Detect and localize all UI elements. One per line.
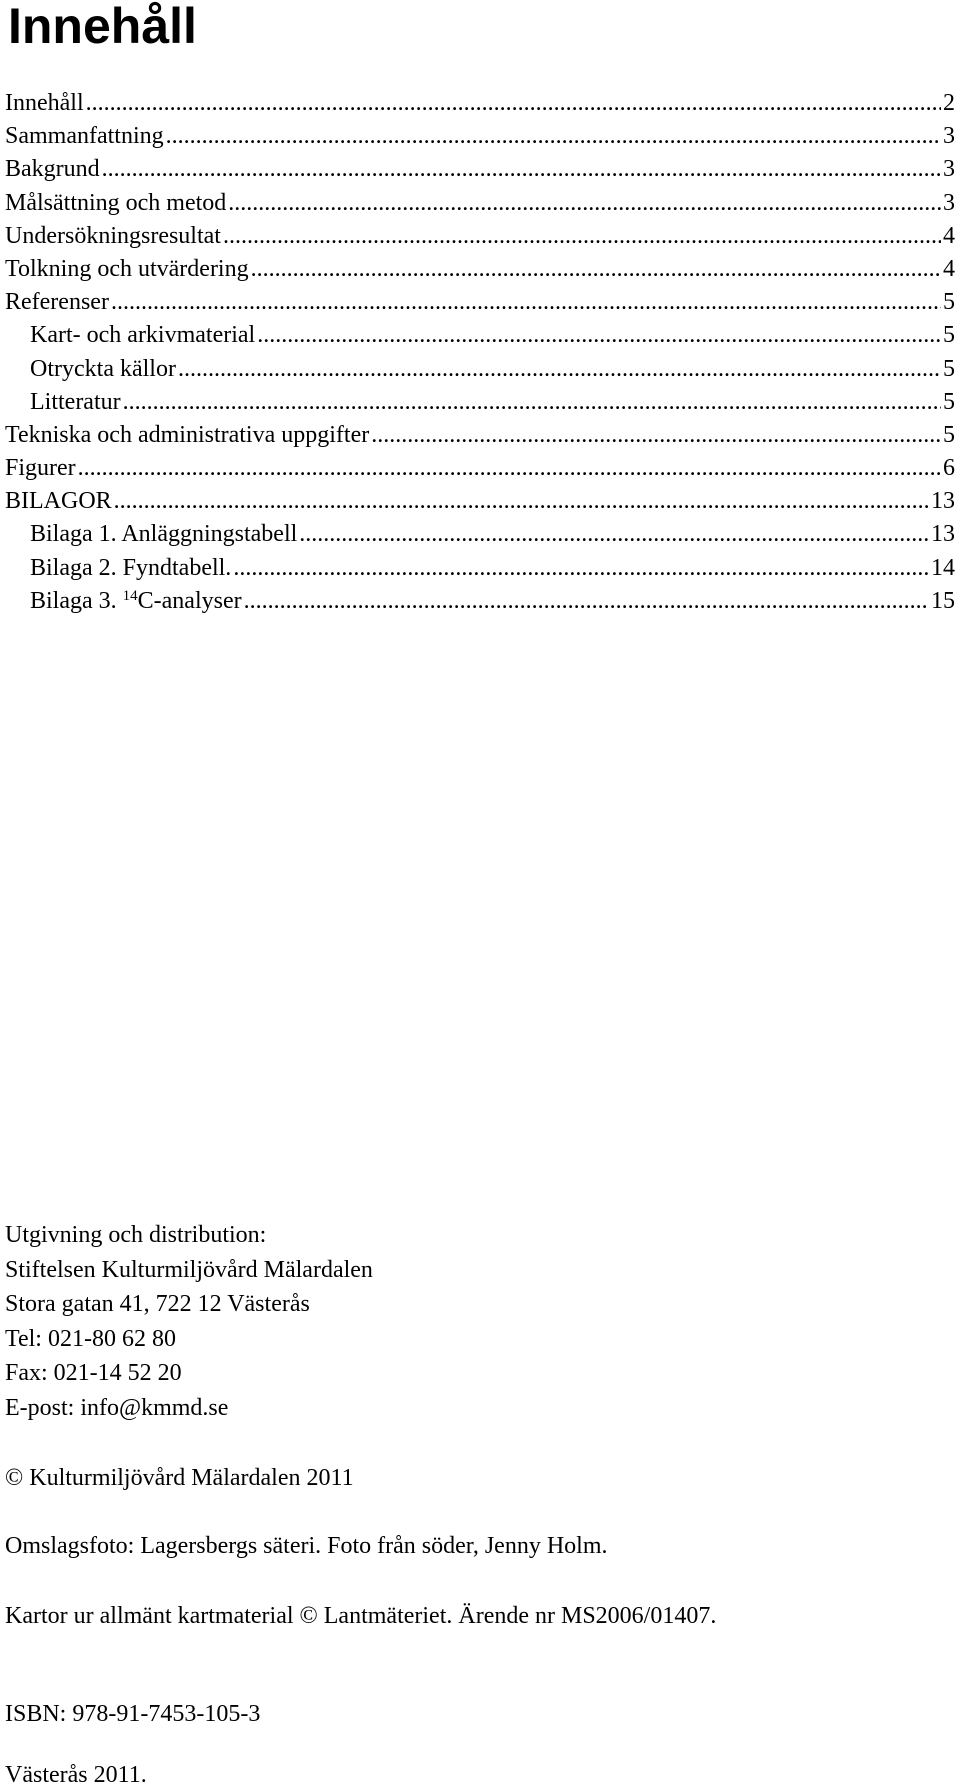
toc-subentry[interactable] [5, 555, 955, 588]
toc-entry-label: Figurer [5, 455, 76, 482]
toc-entry[interactable] [5, 289, 955, 322]
colophon [5, 1222, 955, 1788]
toc-entry-label: Tekniska och administrativa uppgifter [5, 421, 370, 448]
toc-entry-page: 5 [943, 421, 955, 448]
toc-leader-dots [257, 322, 941, 349]
toc-entry-page: 3 [943, 123, 955, 150]
cover-photo-credit: Omslagsfoto: Lagersbergs säteri. Foto från söder, Jenny Holm. [5, 1533, 608, 1559]
toc-entry-page: 6 [943, 455, 955, 482]
publisher-fax: Fax: 021-14 52 20 [5, 1360, 182, 1386]
toc-entry-page: 2 [943, 90, 955, 116]
toc-entry-page: 4 [943, 222, 955, 249]
publisher-email[interactable]: E-post: info@kmmd.se [5, 1394, 229, 1421]
toc-entry-page: 3 [943, 156, 955, 183]
toc-entry[interactable] [5, 422, 955, 455]
toc-leader-dots [111, 289, 941, 316]
toc-entry-label: Tolkning och utvärdering [5, 255, 249, 282]
toc-entry-page: 13 [931, 488, 955, 515]
toc-entry-label: Otryckta källor [30, 355, 176, 382]
toc-leader-dots [228, 190, 941, 217]
isotope-superscript: 14 [122, 587, 138, 604]
toc-leader-dots [86, 90, 941, 117]
page-title: Innehåll [8, 0, 197, 54]
toc-entry-page: 5 [943, 289, 955, 316]
publisher-phone: Tel: 021-80 62 80 [5, 1325, 176, 1352]
toc-entry[interactable] [5, 455, 955, 488]
toc-entry-page: 3 [943, 189, 955, 216]
toc-entry-label: Bilaga 2. Fyndtabell. [30, 554, 232, 581]
toc-entry-page: 5 [943, 322, 955, 349]
place-year: Västerås 2011. [5, 1762, 147, 1788]
toc-leader-dots [102, 156, 941, 183]
toc-leader-dots [233, 555, 929, 582]
toc-leader-dots [223, 223, 941, 250]
toc-entry-page: 5 [943, 388, 955, 415]
toc-entry-page: 15 [931, 587, 955, 614]
toc-leader-dots [244, 588, 929, 615]
toc-label-prefix: Bilaga 3. [30, 587, 123, 614]
isbn: ISBN: 978-91-7453-105-3 [5, 1701, 261, 1727]
toc-entry-label: Referenser [5, 289, 109, 316]
toc-entry-label: Målsättning och metod [5, 189, 227, 216]
toc-leader-dots [114, 488, 929, 515]
toc-entry-label: Bakgrund [5, 156, 100, 183]
toc-entry-label: Bilaga 1. Anläggningstabell [30, 521, 298, 548]
toc-leader-dots [371, 422, 941, 449]
toc-leader-dots [78, 455, 941, 482]
toc-entry-page: 14 [931, 554, 955, 581]
toc-leader-dots [299, 521, 929, 548]
toc-entry-label: BILAGOR [5, 488, 112, 515]
publisher-organization: Stiftelsen Kulturmiljövård Mälardalen [5, 1256, 373, 1283]
toc-leader-dots [123, 389, 941, 416]
map-credit: Kartor ur allmänt kartmaterial © Lantmäteriet. Ärende nr MS2006/01407. [5, 1603, 717, 1629]
toc-entry-label: Innehåll [5, 90, 84, 116]
toc-subentry[interactable] [5, 588, 955, 621]
toc-leader-dots [178, 356, 941, 383]
toc-entry-page: 13 [931, 521, 955, 548]
toc-entry-page: 5 [943, 355, 955, 382]
toc-entry-label [30, 588, 242, 615]
toc-entry[interactable] [5, 488, 955, 521]
distribution-heading: Utgivning och distribution: [5, 1222, 267, 1248]
toc-leader-dots [251, 256, 941, 283]
publisher-address: Stora gatan 41, 722 12 Västerås [5, 1291, 310, 1317]
table-of-contents [5, 90, 955, 621]
toc-entry[interactable] [5, 90, 955, 123]
toc-subentry[interactable] [5, 322, 955, 355]
toc-subentry[interactable] [5, 356, 955, 389]
toc-leader-dots [166, 123, 941, 150]
toc-entry[interactable] [5, 156, 955, 189]
toc-entry[interactable] [5, 223, 955, 256]
toc-entry[interactable] [5, 256, 955, 289]
toc-entry-label: Undersökningsresultat [5, 222, 221, 249]
toc-entry[interactable] [5, 123, 955, 156]
toc-subentry[interactable] [5, 389, 955, 422]
copyright-notice: © Kulturmiljövård Mälardalen 2011 [5, 1465, 354, 1491]
toc-subentry[interactable] [5, 521, 955, 554]
toc-entry-label: Kart- och arkivmaterial [30, 322, 256, 349]
toc-entry-label: Litteratur [30, 388, 121, 415]
toc-label-suffix: C-analyser [137, 587, 242, 614]
toc-entry-label: Sammanfattning [5, 123, 164, 150]
toc-entry-page: 4 [943, 255, 955, 282]
toc-entry[interactable] [5, 190, 955, 223]
